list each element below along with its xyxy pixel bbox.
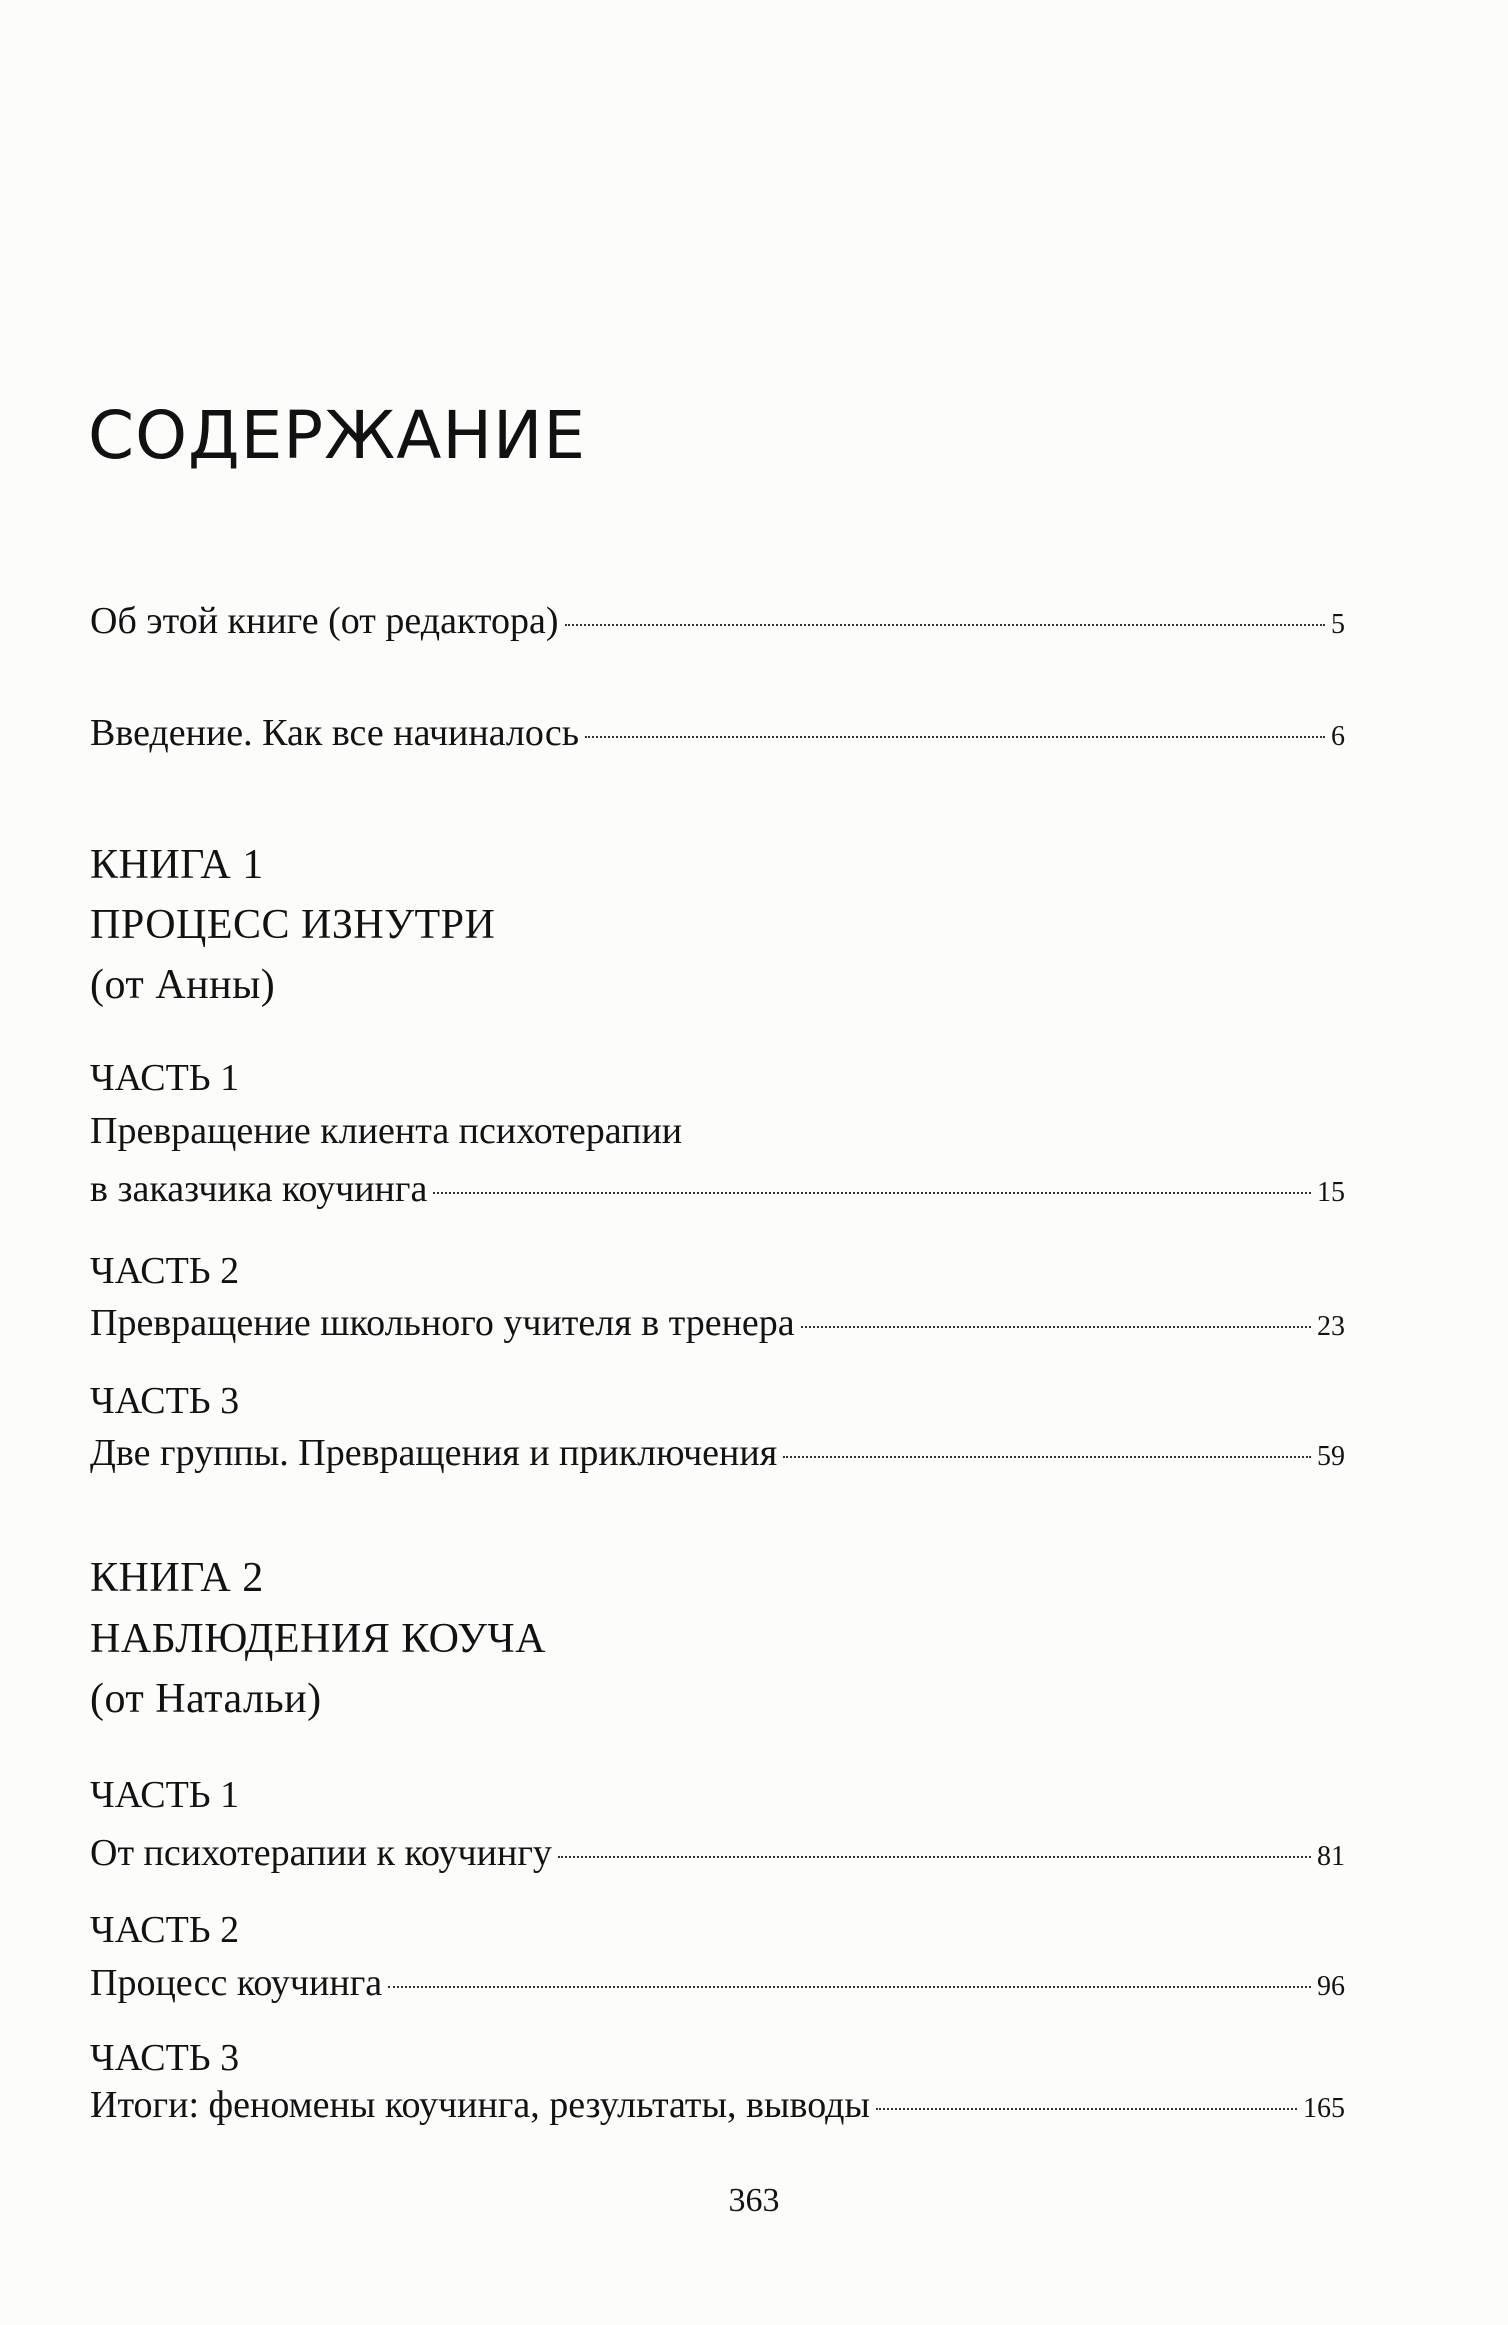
toc-page-number: 15 (1317, 1177, 1345, 1208)
toc-entry-book-1-part-3[interactable] (90, 1430, 1345, 1480)
toc-entry-text: Итоги: феномены коучинга, результаты, выводы (90, 2084, 870, 2126)
toc-entry-text: в заказчика коучинга (90, 1168, 428, 1210)
book-2-part-3-label: ЧАСТЬ 3 (90, 2037, 240, 2079)
toc-page-number: 5 (1331, 609, 1345, 640)
toc-entry-text: Введение. Как все начиналось (90, 712, 580, 754)
dot-leader (433, 1192, 1311, 1194)
toc-entry-introduction[interactable] (90, 710, 1345, 760)
toc-page-number: 6 (1331, 721, 1345, 752)
book-2-label: КНИГА 2 (90, 1555, 264, 1601)
book-2-part-1-label: ЧАСТЬ 1 (90, 1774, 240, 1816)
dot-leader (783, 1456, 1311, 1458)
dot-leader (565, 624, 1325, 626)
toc-entry-text: Процесс коучинга (90, 1962, 383, 2004)
toc-entry-book-1-part-2[interactable] (90, 1300, 1345, 1350)
dot-leader (558, 1856, 1311, 1858)
toc-entry-book-2-part-3[interactable] (90, 2082, 1345, 2132)
toc-entry-book-2-part-2[interactable] (90, 1960, 1345, 2010)
toc-page-number: 96 (1317, 1971, 1345, 2002)
dot-leader (388, 1986, 1311, 1988)
toc-entry-text: Превращение школьного учителя в тренера (90, 1302, 795, 1344)
book-1-part-1-label: ЧАСТЬ 1 (90, 1057, 240, 1099)
toc-page-number: 165 (1303, 2093, 1345, 2124)
toc-page-number: 23 (1317, 1311, 1345, 1342)
book-1-name: ПРОЦЕСС ИЗНУТРИ (90, 902, 496, 948)
book-1-part-3-label: ЧАСТЬ 3 (90, 1380, 240, 1422)
contents-title: СОДЕРЖАНИЕ (88, 397, 587, 474)
book-1-part-1-title-line1: Превращение клиента психотерапии (90, 1110, 683, 1152)
book-1-part-2-label: ЧАСТЬ 2 (90, 1250, 240, 1292)
dot-leader (801, 1326, 1311, 1328)
page-number: 363 (728, 2182, 780, 2219)
toc-entry-text: От психотерапии к коучингу (90, 1832, 552, 1874)
book-2-author: (от Натальи) (90, 1676, 322, 1722)
toc-entry-book-2-part-1[interactable] (90, 1830, 1345, 1880)
toc-entry-text: Об этой книге (от редактора) (90, 600, 559, 642)
dot-leader (876, 2108, 1297, 2110)
toc-entry-book-1-part-1[interactable] (90, 1166, 1345, 1216)
book-2-part-2-label: ЧАСТЬ 2 (90, 1909, 240, 1951)
toc-entry-text: Две группы. Превращения и приключения (90, 1432, 778, 1474)
book-2-name: НАБЛЮДЕНИЯ КОУЧА (90, 1616, 547, 1662)
book-1-author: (от Анны) (90, 962, 276, 1008)
dot-leader (585, 736, 1325, 738)
toc-page-number: 81 (1317, 1841, 1345, 1872)
book-1-label: КНИГА 1 (90, 842, 264, 888)
toc-entry-about[interactable] (90, 598, 1345, 648)
toc-page-number: 59 (1317, 1441, 1345, 1472)
